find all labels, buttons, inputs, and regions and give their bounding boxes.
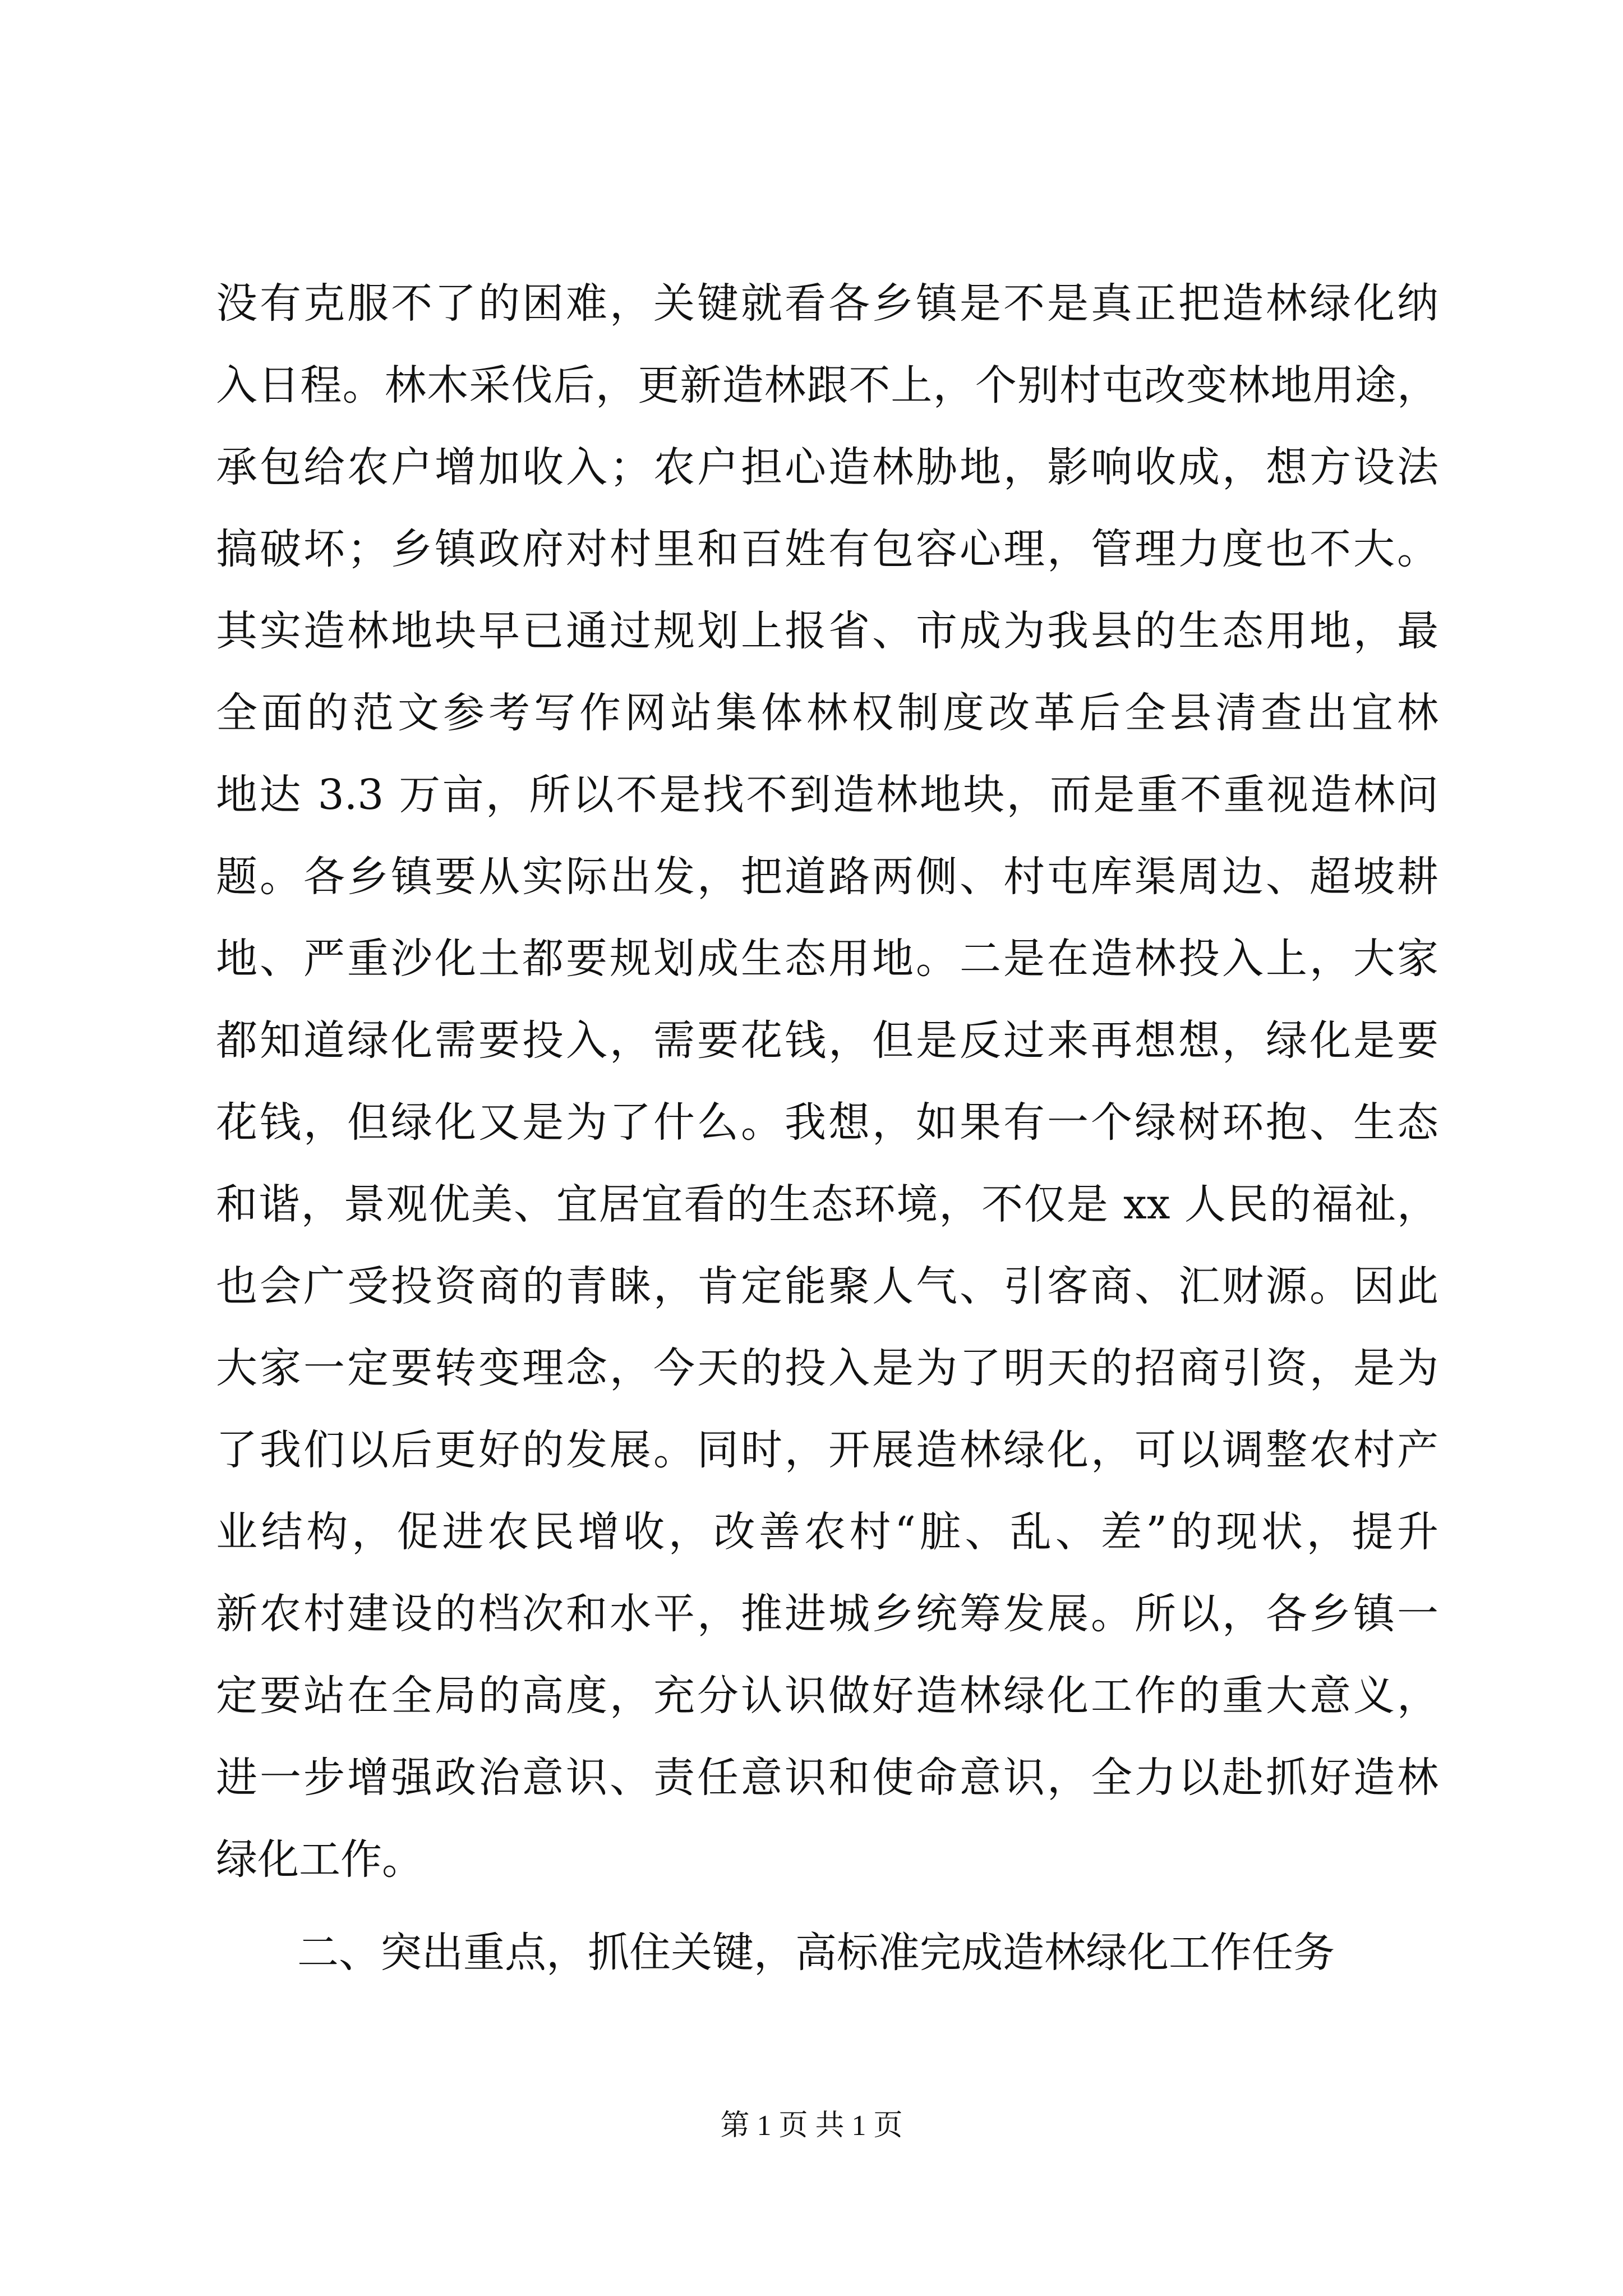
paragraph-line-6: 全面的范文参考写作网站集体林权制度改革后全县清查出宜林 [216,689,1438,737]
paragraph-line-20: 绿化工作。 [216,1835,423,1884]
paragraph-line-5: 其实造林地块早已通过规划上报省、市成为我县的生态用地，最 [216,607,1438,655]
paragraph-line-7: 地达 3.3 万亩，所以不是找不到造林地块，而是重不重视造林问 [216,771,1438,819]
body-paragraph [216,263,1438,1994]
paragraph-line-2: 入日程。林木采伐后，更新造林跟不上，个别村屯改变林地用途， [216,361,1438,409]
paragraph-line-4: 搞破坏；乡镇政府对村里和百姓有包容心理，管理力度也不大。 [216,525,1438,573]
paragraph-line-8: 题。各乡镇要从实际出发，把道路两侧、村屯库渠周边、超坡耕 [216,853,1438,901]
paragraph-line-14: 大家一定要转变理念，今天的投入是为了明天的招商引资，是为 [216,1344,1438,1392]
paragraph-line-11: 花钱，但绿化又是为了什么。我想，如果有一个绿树环抱、生态 [216,1098,1438,1147]
paragraph-line-17: 新农村建设的档次和水平，推进城乡统筹发展。所以，各乡镇一 [216,1590,1438,1638]
page-footer: 第 1 页 共 1 页 [720,2110,903,2142]
paragraph-line-18: 定要站在全局的高度，充分认识做好造林绿化工作的重大意义， [216,1672,1438,1720]
paragraph-line-19: 进一步增强政治意识、责任意识和使命意识，全力以赴抓好造林 [216,1754,1438,1802]
paragraph-line-9: 地、严重沙化土都要规划成生态用地。二是在造林投入上，大家 [216,935,1438,983]
paragraph-line-16: 业结构，促进农民增收，改善农村“脏、乱、差”的现状，提升 [216,1508,1438,1556]
paragraph-line-13: 也会广受投资商的青睐，肯定能聚人气、引客商、汇财源。因此 [216,1262,1438,1310]
paragraph-line-1: 没有克服不了的困难，关键就看各乡镇是不是真正把造林绿化纳 [216,279,1438,328]
paragraph-line-15: 了我们以后更好的发展。同时，开展造林绿化，可以调整农村产 [216,1426,1438,1474]
paragraph-line-3: 承包给农户增加收入；农户担心造林胁地，影响收成，想方设法 [216,443,1438,491]
paragraph-line-12: 和谐，景观优美、宜居宜看的生态环境，不仅是 xx 人民的福祉， [216,1180,1438,1228]
paragraph-line-10: 都知道绿化需要投入，需要花钱，但是反过来再想想，绿化是要 [216,1016,1438,1065]
section-heading: 二、突出重点，抓住关键，高标准完成造林绿化工作任务 [297,1929,1335,1977]
